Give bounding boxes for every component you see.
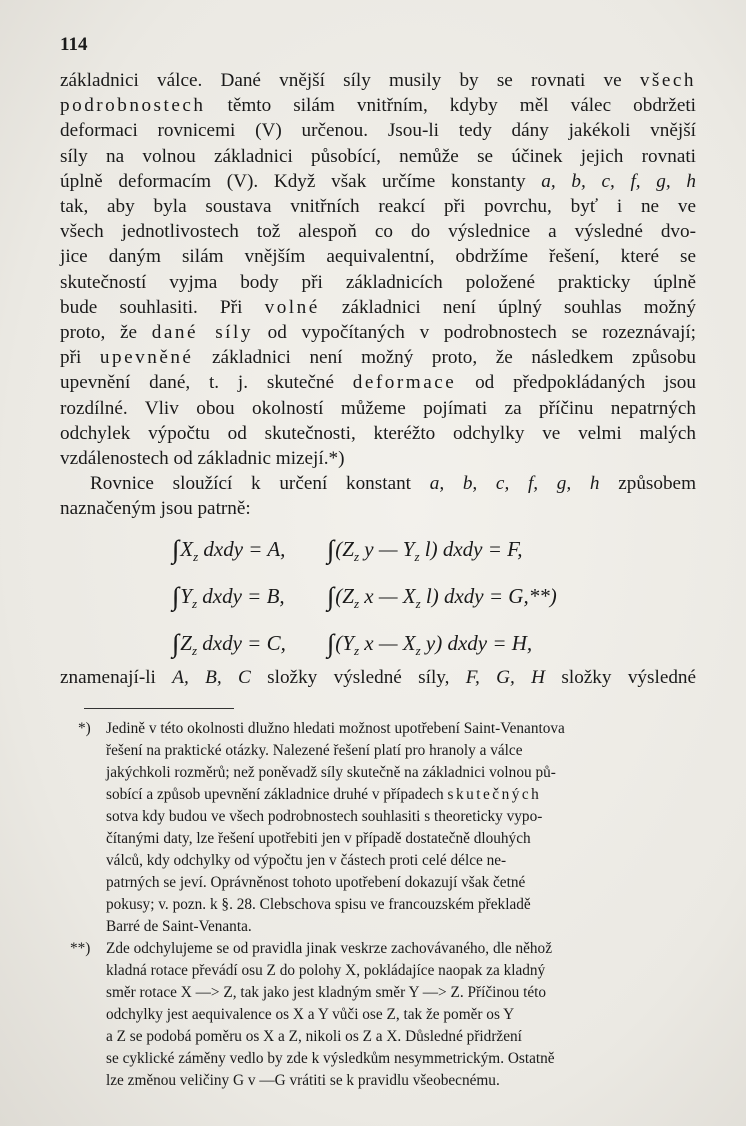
- footnote-line: Jedině v této okolnosti dlužno hledati možnost upotřebení Saint-Venantova: [106, 720, 565, 737]
- equation: ∫∫ $X_z$ dxdy = A,: [172, 535, 286, 565]
- text-line: síly na volnou základnici působící, nemůže se účinek jejich rovnati: [60, 145, 696, 167]
- footnote: [78, 718, 688, 938]
- equation: ∫∫ ($Z_z$ y — $Y_z$ l) dxdy = F,: [327, 535, 523, 565]
- text-line: upevnění dané, t. j. skutečné deformace od předpokládaných jsou: [60, 372, 696, 394]
- equation-block: [172, 533, 692, 674]
- page-number: 114: [60, 34, 88, 55]
- main-text: [60, 68, 696, 522]
- footnote-line: čítanými daty, lze řešení upotřebiti jen v případě dostatečně dlouhých: [106, 830, 531, 847]
- footnote-line: sobící a způsob upevnění základnice druhé v případech skutečných: [106, 786, 542, 803]
- footnote-line: směr rotace X —> Z, tak jako jest kladným směr Y —> Z. Příčinou této: [106, 984, 547, 1001]
- footnote-line: kladná rotace převádí osu Z do polohy X, pokládajíce naopak za kladný: [106, 962, 546, 979]
- equation: ∫∫ $Z_z$ dxdy = C,: [172, 629, 286, 659]
- footnote-line: jakýchkoli rozměrů; než poněvadž síly skutečně na základnici volnou pů-: [106, 764, 556, 781]
- equation-row: [172, 533, 692, 580]
- footnote-mark: **): [70, 940, 91, 957]
- equation: ∫∫ ($Z_z$ x — $X_z$ l) dxdy = G,**): [327, 582, 557, 612]
- footnote: [70, 938, 688, 1092]
- footnote-line: řešení na praktické otázky. Nalezené řešení platí pro hranoly a válce: [106, 742, 523, 759]
- footnote-line: odchylky jest aequivalence os X a Y vůči ose Z, tak že poměr os Y: [106, 1006, 515, 1023]
- text-line: odchylek výpočtu od skutečnosti, kteréžto odchylky ve velmi malých: [60, 422, 696, 444]
- text-line: základnici válce. Dané vnější síly musily by se rovnati ve všech: [60, 70, 696, 91]
- text-line: bude souhlasiti. Při volné základnici není úplný souhlas možný: [60, 296, 696, 318]
- footnote-line: pokusy; v. pozn. k §. 28. Clebschova spisu ve francouzském překladě: [106, 896, 531, 913]
- text-line: znamenají-li A, B, C složky výsledné síly, F, G, H složky výsledné: [60, 667, 697, 688]
- text-line: Rovnice sloužící k určení konstant a, b, c, f, g, h způsobem: [90, 473, 697, 495]
- text-line: při upevněné základnici není možný proto, že následkem způsobu: [60, 347, 697, 369]
- footnote-line: válců, kdy odchylky od výpočtu jen v částech proti celé délce ne-: [106, 852, 507, 869]
- footnote-line: sotva kdy budou ve všech podrobnostech souhlasiti s theoreticky vypo-: [106, 808, 543, 825]
- footnote-line: lze změnou veličiny G v —G vrátiti se k pravidlu všeobecnému.: [106, 1072, 500, 1089]
- footnote-line: patrných se jeví. Oprávněnost tohoto upotřebení dokazují však četné: [106, 874, 526, 891]
- text-line: skutečností vyjma body při základnicích položené prakticky úplně: [60, 271, 696, 293]
- footnote-line: se cyklické záměny vedlo by zde k výsledkům nesymmetrickým. Ostatně: [106, 1050, 555, 1067]
- text-line: proto, že dané síly od vypočítaných v podrobnostech se rozeznávají;: [60, 322, 696, 344]
- text-line: všech jednotlivostech tož alespoň co do výslednice a výsledné dvo-: [60, 221, 696, 243]
- equation: ∫∫ $Y_z$ dxdy = B,: [172, 582, 285, 612]
- equation: ∫∫ ($Y_z$ x — $X_z$ y) dxdy = H,: [327, 629, 533, 659]
- footnote-mark: *): [78, 720, 91, 737]
- equation-row: [172, 580, 692, 627]
- footnotes: [70, 718, 688, 1092]
- text-line: podrobnostech těmto silám vnitřním, kdyby měl válec obdržeti: [60, 95, 696, 117]
- footnote-line: Barré de Saint-Venanta.: [106, 918, 252, 935]
- text-line: jice daným silám vnějším aequivalentní, obdržíme řešení, které se: [60, 246, 696, 268]
- footnote-line: a Z se podobá poměru os X a Z, nikoli os Z a X. Důsledné přidržení: [106, 1028, 522, 1045]
- text-line: tak, aby byla soustava vnitřních reakcí při povrchu, byť i ne ve: [60, 196, 696, 218]
- footnote-divider: [84, 708, 234, 709]
- text-line: rozdílné. Vliv obou okolností můžeme pojímati za příčinu nepatrných: [60, 397, 696, 419]
- text-line: úplně deformacím (V). Když však určíme konstanty a, b, c, f, g, h: [60, 170, 696, 192]
- footnote-line: Zde odchylujeme se od pravidla jinak veskrze zachovávaného, dle něhož: [106, 940, 552, 957]
- text-line: vzdálenostech od základnic mizejí.*): [60, 448, 345, 470]
- text-line: naznačeným jsou patrně:: [60, 498, 251, 520]
- text-line: deformaci rovnicemi (V) určenou. Jsou-li tedy dány jakékoli vnější: [60, 120, 696, 142]
